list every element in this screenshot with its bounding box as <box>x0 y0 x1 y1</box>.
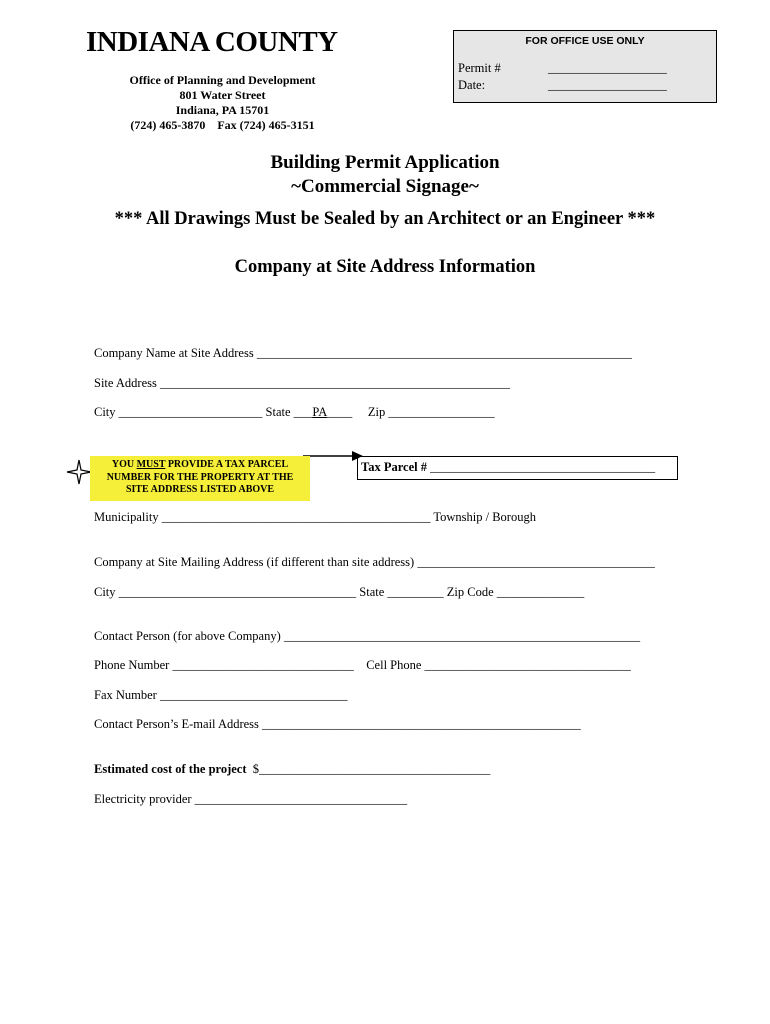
municipality-field[interactable]: Municipality ___________________________________________ Township / Borough <box>94 510 536 524</box>
site-address-field[interactable]: Site Address ________________________________________________________ <box>94 376 510 390</box>
office-name: Office of Planning and Development <box>129 73 316 87</box>
office-street: 801 Water Street <box>179 88 266 102</box>
star-icon <box>66 459 92 485</box>
office-phone-fax: (724) 465-3870 Fax (724) 465-3151 <box>130 118 315 132</box>
office-use-box <box>453 30 717 103</box>
zip-label: ____ Zip _________________ <box>327 405 495 419</box>
contact-person-field[interactable]: Contact Person (for above Company) _________________________________________________________ <box>94 629 641 643</box>
section-heading: Company at Site Address Information <box>234 257 536 277</box>
tax-parcel-blank: ____________________________________ <box>426 460 656 474</box>
electricity-provider-field[interactable]: Electricity provider __________________________________ <box>94 792 408 806</box>
mailing-address-field[interactable]: Company at Site Mailing Address (if different than site address) ______________________________________ <box>94 555 655 569</box>
state-value: PA <box>312 405 328 419</box>
estimated-cost-blank: $_____________________________________ <box>246 762 491 776</box>
permit-label: Permit # <box>458 61 501 75</box>
city-state-label: City _______________________ State ___ <box>94 405 313 419</box>
office-address-block <box>110 73 335 133</box>
seal-notice: *** All Drawings Must be Sealed by an Architect or an Engineer *** <box>114 209 656 229</box>
application-title: Building Permit Application <box>270 152 500 173</box>
office-city: Indiana, PA 15701 <box>175 103 270 117</box>
tax-parcel-notice: YOU MUST PROVIDE A TAX PARCEL NUMBER FOR THE PROPERTY AT THE SITE ADDRESS LISTED ABOVE <box>90 456 310 501</box>
estimated-cost-field[interactable] <box>94 762 490 777</box>
date-field[interactable]: ___________________ <box>548 78 667 92</box>
county-title: INDIANA COUNTY <box>86 26 338 58</box>
estimated-cost-label: Estimated cost of the project <box>94 762 247 776</box>
company-name-field[interactable]: Company Name at Site Address ____________________________________________________________ <box>94 346 632 360</box>
arrow-right-icon <box>303 449 365 463</box>
date-label: Date: <box>458 78 486 92</box>
mailing-city-state-zip-field[interactable]: City ______________________________________ State _________ Zip Code ______________ <box>94 585 585 599</box>
tax-parcel-label: Tax Parcel # <box>361 460 427 474</box>
fax-number-field[interactable]: Fax Number ______________________________ <box>94 688 348 702</box>
city-state-zip-row[interactable] <box>94 405 495 420</box>
application-subtitle: ~Commercial Signage~ <box>291 176 479 197</box>
office-use-title: FOR OFFICE USE ONLY <box>525 35 645 47</box>
email-field[interactable]: Contact Person’s E-mail Address ___________________________________________________ <box>94 717 581 731</box>
phone-cell-field[interactable]: Phone Number _____________________________ Cell Phone _________________________________ <box>94 658 631 672</box>
permit-number-field[interactable]: ___________________ <box>548 61 667 75</box>
tax-parcel-field[interactable] <box>357 456 678 480</box>
must-emphasis: MUST <box>136 459 166 470</box>
